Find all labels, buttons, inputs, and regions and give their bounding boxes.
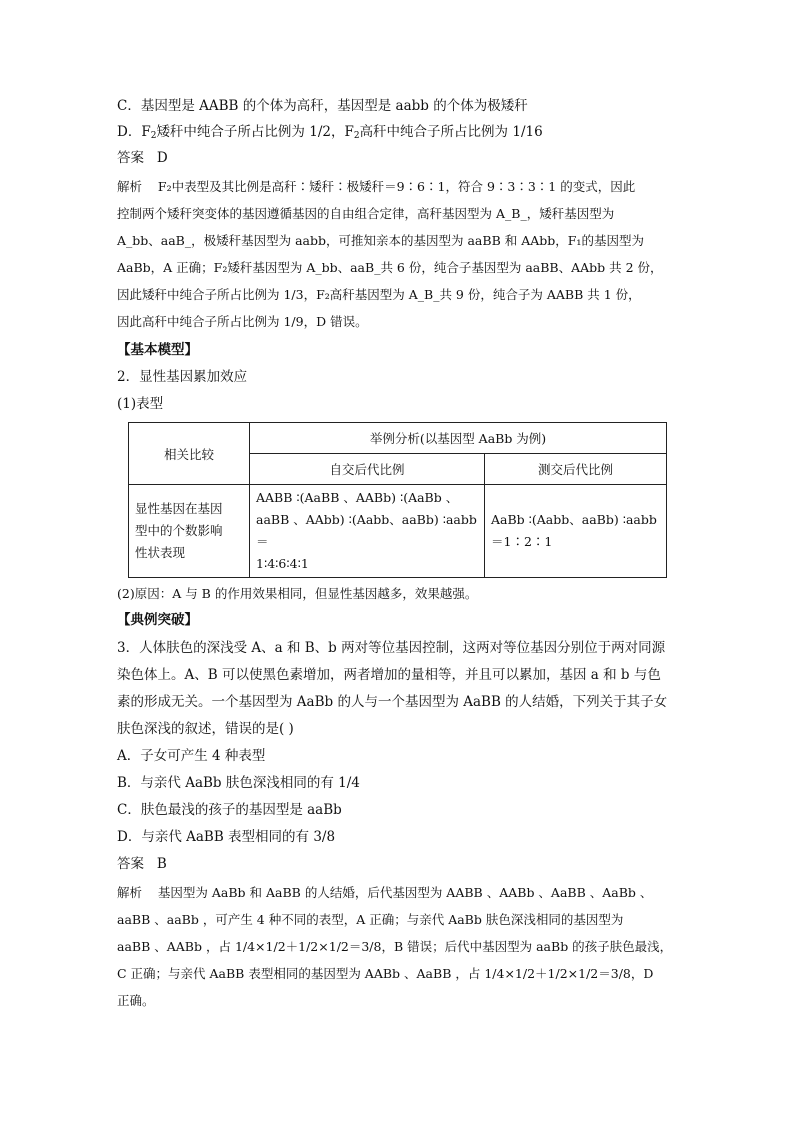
question-3-stem-line-1: 3．人体肤色的深浅受 A、a 和 B、b 两对等位基因控制，这两对等位基因分别位于两对同源 bbox=[117, 640, 666, 656]
subsection-reason: (2)原因：A 与 B 的作用效果相同，但显性基因越多，效果越强。 bbox=[117, 586, 478, 601]
table-header-comparison: 相关比较 bbox=[129, 423, 250, 485]
question-3-option-c: C．肤色最浅的孩子的基因型是 aaBb bbox=[117, 802, 342, 818]
section-title-dominant-additive: 2．显性基因累加效应 bbox=[117, 369, 248, 385]
option-d-prev: D．$F_2$矮秆中纯合子所占比例为 1/2，$F_2$高秆中纯合子所占比例为 1/16 bbox=[117, 124, 543, 141]
section-heading-model: 【基本模型】 bbox=[117, 342, 198, 358]
explanation-prev-line-3: A_bb、aaB_，极矮秆基因型为 aabb，可推知亲本的基因型为 aaBB 和 AAbb，F₁的基因型为 bbox=[117, 233, 644, 248]
explanation-prev-line-1: 解析 F₂中表型及其比例是高秆∶矮秆∶极矮秆＝9∶6∶1，符合 9∶3∶3∶1 的变式，因此 bbox=[117, 179, 636, 194]
table-header-selfcross: 自交后代比例 bbox=[250, 454, 485, 485]
question-3-explanation-line-3: aaBB 、AABb ，占 1/4×1/2＋1/2×1/2＝3/8，B 错误；后代中基因型为 aaBb 的孩子肤色最浅， bbox=[117, 939, 673, 954]
table-cell-selfcross: AABB ∶(AaBB 、AABb) ∶(AaBb 、 aaBB 、AAbb) ∶(Aabb、aaBb) ∶aabb＝ 1∶4∶6∶4∶1 bbox=[250, 485, 485, 578]
comparison-table bbox=[128, 422, 667, 578]
question-3-explanation-line-2: aaBB 、aaBb ，可产生 4 种不同的表型，A 正确；与亲代 AaBb 肤色深浅相同的基因型为 bbox=[117, 912, 624, 927]
table-row-label: 显性基因在基因 型中的个数影响 性状表现 bbox=[129, 485, 250, 578]
table-cell-testcross: AaBb ∶(Aabb、aaBb) ∶aabb ＝1∶2∶1 bbox=[485, 485, 667, 578]
explanation-prev-line-2: 控制两个矮秆突变体的基因遵循基因的自由组合定律，高秆基因型为 A_B_，矮秆基因型为 bbox=[117, 206, 615, 221]
explanation-prev-line-6: 因此高秆中纯合子所占比例为 1/9，D 错误。 bbox=[117, 314, 368, 329]
question-3-stem-line-2: 染色体上。A、B 可以使黑色素增加，两者增加的量相等，并且可以累加，基因 a 和 b 与色 bbox=[117, 667, 661, 683]
question-3-stem-line-4: 肤色深浅的叙述，错误的是( ) bbox=[117, 721, 294, 737]
question-3-explanation-line-5: 正确。 bbox=[117, 993, 155, 1008]
question-3-answer: 答案 B bbox=[117, 856, 167, 872]
question-3-explanation-line-1: 解析 基因型为 AaBb 和 AaBB 的人结婚，后代基因型为 AABB 、AABb 、AaBB 、AaBb 、 bbox=[117, 885, 653, 900]
table-header-testcross: 测交后代比例 bbox=[485, 454, 667, 485]
question-3-explanation-line-4: C 正确；与亲代 AaBB 表型相同的基因型为 AABb 、AaBB ，占 1/4×1/2＋1/2×1/2＝3/8，D bbox=[117, 966, 654, 981]
question-3-option-a: A．子女可产生 4 种表型 bbox=[117, 748, 266, 764]
question-3-stem-line-3: 素的形成无关。一个基因型为 AaBb 的人与一个基因型为 AaBB 的人结婚，下列关于其子女 bbox=[117, 694, 668, 710]
explanation-prev-line-5: 因此矮秆中纯合子所占比例为 1/3，F₂高秆基因型为 A_B_共 9 份，纯合子为 AABB 共 1 份， bbox=[117, 287, 641, 302]
option-c-prev: C．基因型是 AABB 的个体为高秆，基因型是 aabb 的个体为极矮秆 bbox=[117, 98, 528, 114]
table-header-example: 举例分析(以基因型 AaBb 为例) bbox=[250, 423, 667, 454]
section-heading-example: 【典例突破】 bbox=[117, 612, 198, 628]
question-3-option-b: B．与亲代 AaBb 肤色深浅相同的有 1/4 bbox=[117, 775, 360, 791]
subsection-phenotype: (1)表型 bbox=[117, 396, 164, 412]
question-3-option-d: D．与亲代 AaBB 表型相同的有 3/8 bbox=[117, 829, 336, 845]
explanation-prev-line-4: AaBb，A 正确；F₂矮秆基因型为 A_bb、aaB_共 6 份，纯合子基因型为 aaBB、AAbb 共 2 份， bbox=[117, 260, 663, 275]
answer-prev: 答案 D bbox=[117, 150, 168, 166]
